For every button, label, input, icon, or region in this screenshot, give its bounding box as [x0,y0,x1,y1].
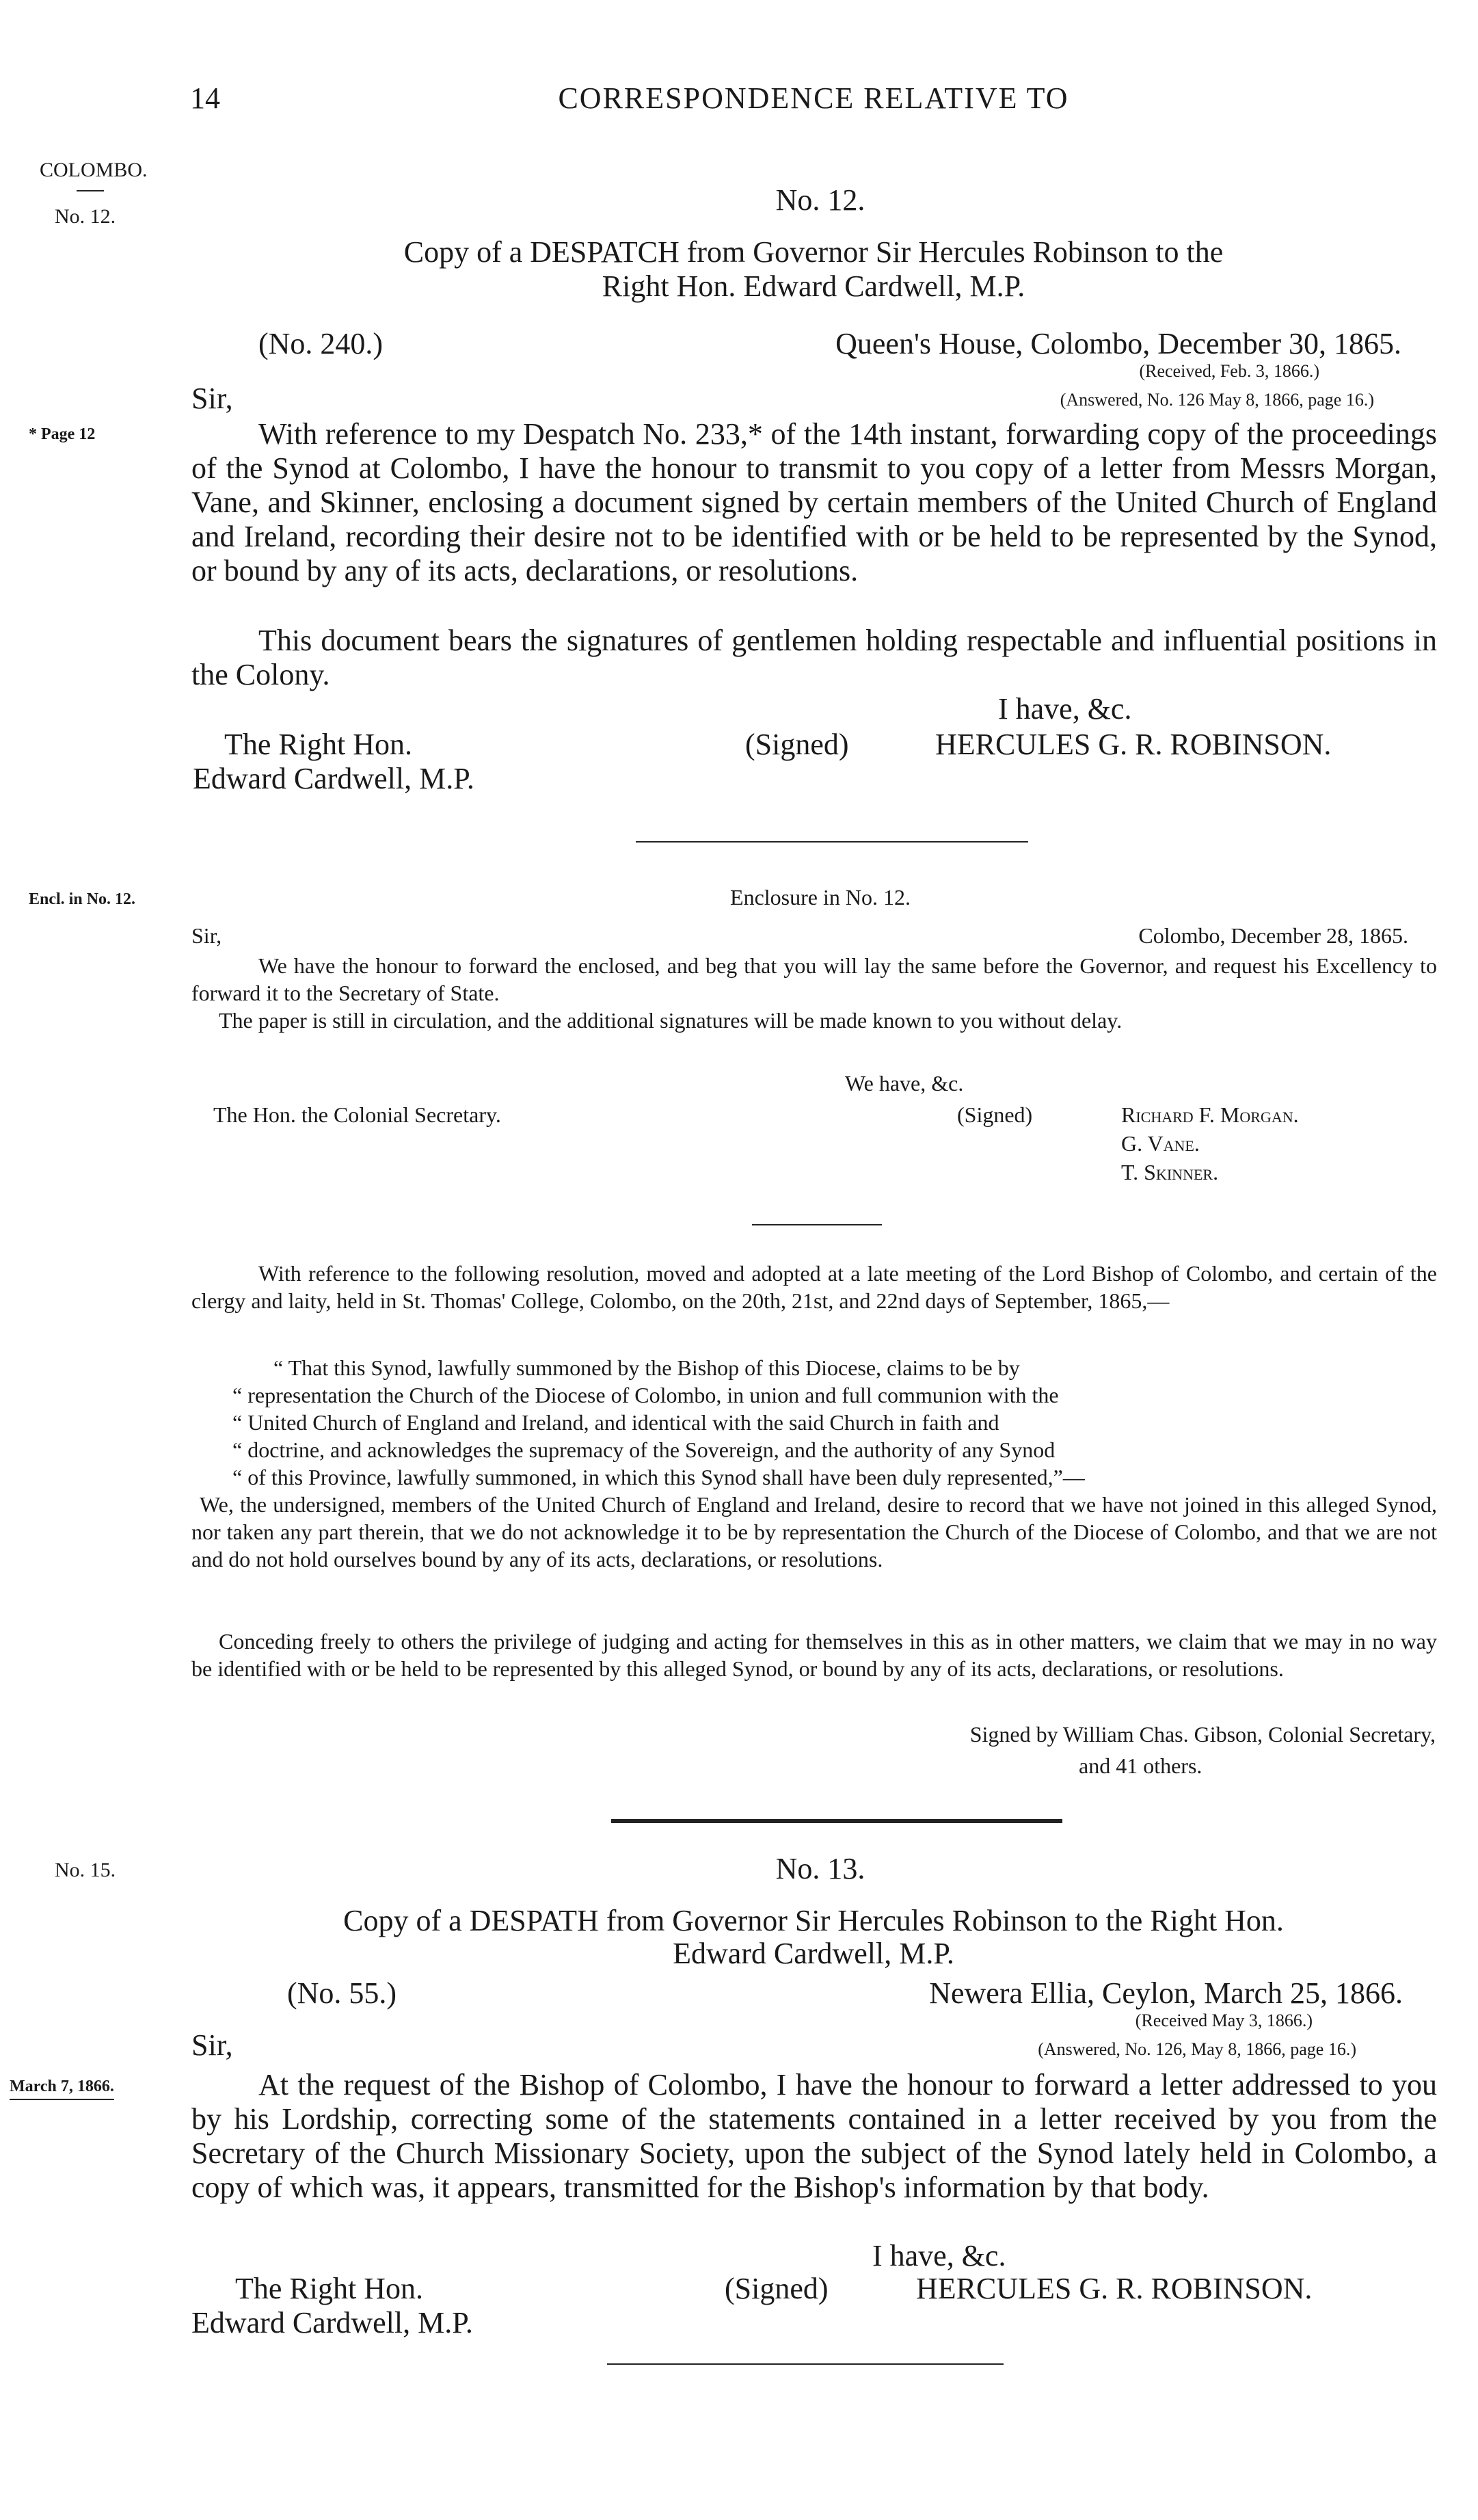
no12-title-line2: Right Hon. Edward Cardwell, M.P. [602,269,1025,303]
margin-colony: COLOMBO. [40,159,148,181]
no12-signed: (Signed) [745,728,849,761]
resolution-quote-line: “ of this Province, lawfully summoned, in which this Synod shall have been duly represented,”— [232,1465,1085,1489]
enclosure-signatory-1: Richard F. Morgan. [1121,1102,1299,1127]
resolution-quote-line: “ That this Synod, lawfully summoned by the Bishop of this Diocese, claims to be by [273,1355,1020,1380]
running-title: CORRESPONDENCE RELATIVE TO [558,81,1069,115]
page-number: 14 [190,81,220,115]
enclosure-paragraph-1: We have the honour to forward the enclosed, and beg that you will lay the same before the Governor, and request his Excellency to forward it to the Secretary of State. [191,953,1437,1005]
no13-heading: No. 13. [775,1852,865,1885]
no13-signed: (Signed) [725,2272,829,2305]
no13-addressee-line1: The Right Hon. [235,2272,423,2305]
no13-closing: I have, &c. [872,2239,1006,2272]
resolution-intro: With reference to the following resolution, moved and adopted at a late meeting of the Lord Bishop of Colombo, and certain of the clergy and laity, held in St. Thomas' College, Colombo, on the 20th, 21st, and 22nd days of September, 1865,— [191,1261,1437,1313]
no12-paragraph-1: With reference to my Despatch No. 233,* of the 14th instant, forwarding copy of the proceedings of the Synod at Colombo, I have the honour to transmit to you copy of a letter from Messrs Morgan, Vane, and Skinner, enclosing a document signed by certain members of the United Church of England and Ireland, recording their desire not to be identified with or be held to be represented by the Synod, or bound by any of its acts, declarations, or resolutions. [191,417,1437,587]
no13-signatory: HERCULES G. R. ROBINSON. [916,2272,1313,2305]
enclosure-signed: (Signed) [957,1102,1033,1127]
resolution-others: and 41 others. [1079,1753,1202,1778]
no12-addressee-line1: The Right Hon. [224,728,412,761]
no12-signatory: HERCULES G. R. ROBINSON. [935,728,1332,761]
margin-no15: No. 15. [55,1859,116,1881]
section-divider [636,841,1028,843]
enclosure-signatory-2: G. Vane. [1121,1131,1200,1156]
resolution-quote-line: “ United Church of England and Ireland, and identical with the said Church in faith and [232,1410,999,1435]
enclosure-divider [752,1224,882,1225]
margin-march: March 7, 1866. [10,2078,114,2100]
resolution-quote [232,1354,1436,1491]
resolution-quote-line: “ doctrine, and acknowledges the supremacy of the Sovereign, and the authority of any Synod [232,1437,1056,1462]
no13-salutation: Sir, [191,2028,233,2062]
no13-addressee-line2: Edward Cardwell, M.P. [191,2306,473,2339]
resolution-signed-by: Signed by William Chas. Gibson, Colonial Secretary, [969,1722,1436,1747]
resolution-paragraph-2: Conceding freely to others the privilege of judging and acting for themselves in this as in other matters, we claim that we may in no way be identified with or be held to be represented by this alleged Synod, or bound by any of its acts, declarations, or resolutions. [191,1629,1437,1681]
end-divider [607,2363,1004,2365]
enclosure-signatory-3: T. Skinner. [1121,1160,1219,1184]
margin-enclosure: Encl. in No. 12. [29,890,136,908]
enclosure-salutation: Sir, [191,923,222,948]
no12-heading: No. 12. [775,183,865,217]
no13-title-line1: Copy of a DESPATH from Governor Sir Hercules Robinson to the Right Hon. [343,1904,1284,1937]
no12-despatch-number: (No. 240.) [258,327,384,360]
major-divider [611,1819,1062,1823]
no12-closing: I have, &c. [998,692,1132,726]
resolution-paragraph-1: We, the undersigned, members of the United Church of England and Ireland, desire to record that we have not joined in this alleged Synod, nor taken any part therein, that we do not acknowledge it to be by representation the Church of the Diocese of Colombo, and that we are not and do not hold ourselves bound by any of its acts, declarations, or resolutions. [191,1492,1437,1571]
no12-salutation: Sir, [191,382,233,415]
no12-addressee-line2: Edward Cardwell, M.P. [193,762,474,795]
no13-despatch-number: (No. 55.) [287,1976,397,2010]
margin-page12: * Page 12 [29,425,96,443]
no12-received: (Received, Feb. 3, 1866.) [1139,361,1319,381]
no13-title-line2: Edward Cardwell, M.P. [673,1937,954,1970]
no12-answered: (Answered, No. 126 May 8, 1866, page 16.) [1060,390,1374,410]
enclosure-addressee: The Hon. the Colonial Secretary. [213,1102,501,1127]
no12-place-date: Queen's House, Colombo, December 30, 1865. [835,327,1401,360]
no13-paragraph-1: At the request of the Bishop of Colombo, I have the honour to forward a letter addressed to you by his Lordship, correcting some of the statements contained in a letter received by you from the Secretary of the Church Missionary Society, upon the subject of the Synod lately held in Colombo, a copy of which was, it appears, transmitted for the Bishop's information by that body. [191,2068,1437,2204]
no12-paragraph-2: This document bears the signatures of gentlemen holding respectable and influential positions in the Colony. [191,624,1437,691]
no13-place-date: Newera Ellia, Ceylon, March 25, 1866. [929,1976,1403,2010]
no13-received: (Received May 3, 1866.) [1135,2011,1313,2030]
enclosure-place-date: Colombo, December 28, 1865. [1138,923,1408,948]
margin-no12: No. 12. [55,205,116,228]
enclosure-heading: Enclosure in No. 12. [730,885,911,910]
enclosure-paragraph-2: The paper is still in circulation, and the additional signatures will be made known to you without delay. [219,1008,1123,1033]
enclosure-closing: We have, &c. [845,1071,964,1096]
no12-title-line1: Copy of a DESPATCH from Governor Sir Hercules Robinson to the [403,235,1224,269]
resolution-quote-line: “ representation the Church of the Diocese of Colombo, in union and full communion with the [232,1383,1059,1407]
margin-colony-rule [77,190,104,191]
no13-answered: (Answered, No. 126, May 8, 1866, page 16.) [1038,2039,1356,2059]
